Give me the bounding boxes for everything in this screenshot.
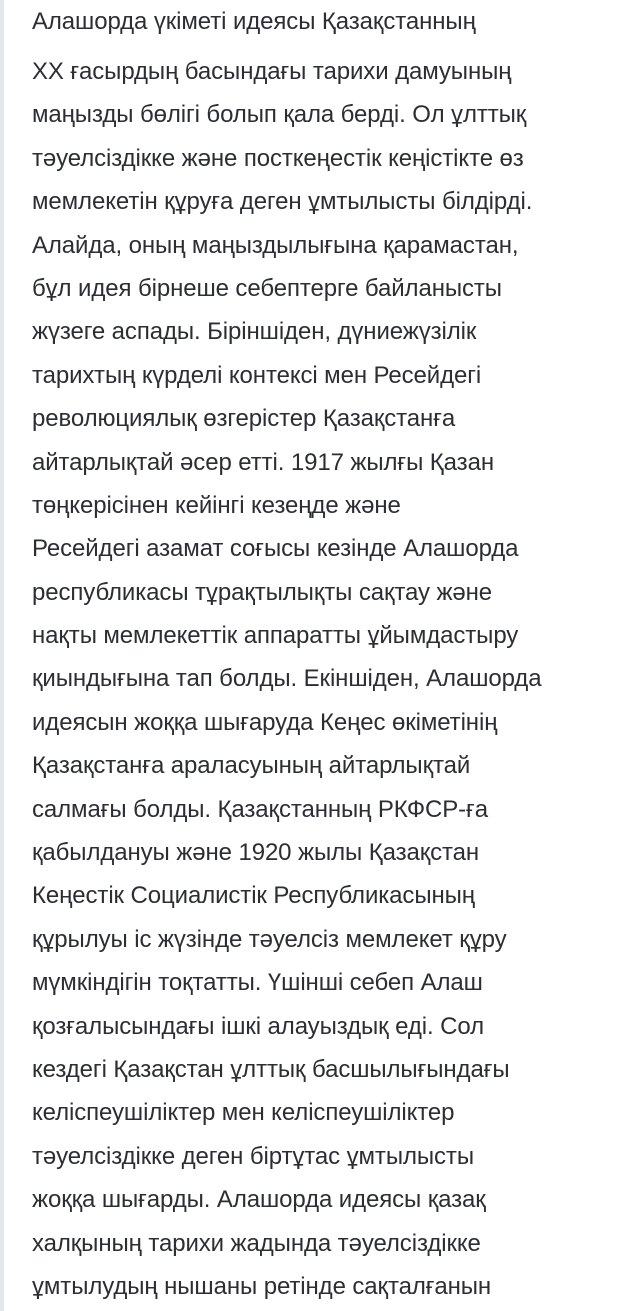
text-line: төңкерісінен кейінгі кезеңде және (32, 491, 401, 519)
text-line: Ресейдегі азамат соғысы кезінде Алашорда (32, 535, 519, 563)
text-line: тәуелсіздікке және посткеңестік кеңістікте өз (32, 144, 524, 172)
text-line: бұл идея бірнеше себептерге байланысты (32, 274, 502, 302)
text-line: республикасы тұрақтылықты сақтау және (32, 578, 493, 606)
text-line: революциялық өзгерістер Қазақстанға (32, 405, 456, 433)
text-line: қозғалысындағы ішкі алауыздық еді. Сол (32, 1012, 484, 1040)
text-line: келіспеушіліктер мен келіспеушіліктер (32, 1099, 455, 1127)
text-line: тәуелсіздікке деген біртұтас ұмтылысты (32, 1142, 474, 1170)
text-line: тарихтың күрделі контексі мен Ресейдегі (32, 361, 482, 389)
paragraph (32, 50, 628, 1308)
text-line: айтарлықтай әсер етті. 1917 жылғы Қазан (32, 448, 494, 476)
text-line: халқының тарихи жадында тәуелсіздікке (32, 1229, 481, 1257)
left-edge-bar (0, 0, 4, 1311)
text-line: кездегі Қазақстан ұлттық басшылығындағы (32, 1055, 510, 1083)
text-line: жоққа шығарды. Алашорда идеясы қазақ (32, 1186, 486, 1214)
text-line: қиындығына тап болды. Екіншіден, Алашорда (32, 665, 542, 693)
text-line: XX ғасырдың басындағы тарихи дамуының (32, 58, 512, 85)
text-line: мемлекетін құруға деген ұмтылысты білдірді. (32, 188, 533, 216)
text-line: салмағы болды. Қазақстанның РКФСР-ға (32, 795, 488, 823)
text-line: Алайда, оның маңыздылығына қарамастан, (32, 231, 519, 259)
text-line: мүмкіндігін тоқтатты. Үшінші себеп Алаш (32, 969, 483, 997)
text-line: қабылдануы және 1920 жылы Қазақстан (32, 839, 480, 867)
text-line: құрылуы іс жүзінде тәуелсіз мемлекет құру (32, 925, 507, 953)
document-title-line: Алашорда үкіметі идеясы Қазақстанның (32, 8, 476, 35)
text-line: идеясын жоққа шығаруда Кеңес өкіметінің (32, 708, 498, 736)
text-line: маңызды бөлігі болып қала берді. Ол ұлттық (32, 101, 527, 129)
text-line: Қазақстанға араласуының айтарлықтай (32, 752, 471, 780)
text-line: жүзеге аспады. Біріншіден, дүниежүзілік (32, 318, 477, 346)
text-line: Кеңестік Социалистік Республикасының (32, 882, 475, 910)
text-line: нақты мемлекеттік аппаратты ұйымдастыру (32, 622, 519, 650)
text-line: ұмтылудың нышаны ретінде сақталғанын (32, 1272, 492, 1300)
document-body (32, 2, 628, 1308)
